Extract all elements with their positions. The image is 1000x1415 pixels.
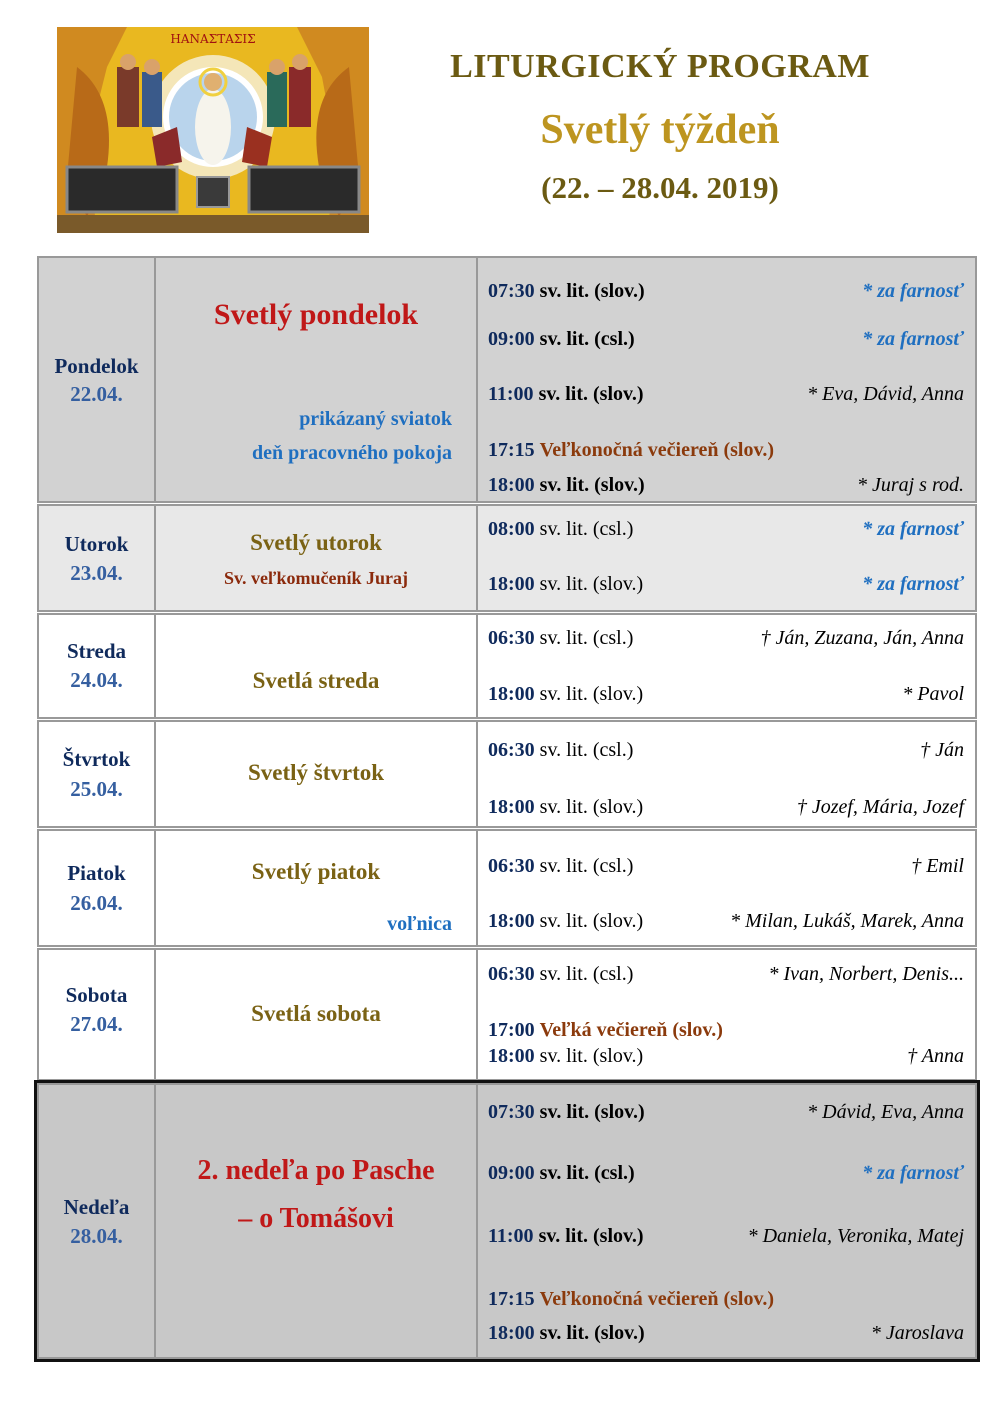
service-line: [488, 280, 964, 306]
service-time: 11:00: [488, 383, 534, 405]
icon-caption: ΗΑΝΑΣΤΑΣΙΣ: [170, 32, 256, 46]
service-name: Veľkonočná večiereň (slov.): [539, 1288, 775, 1310]
day-row-utorok: [37, 504, 977, 612]
feast-name: Svetlý pondelok: [213, 298, 419, 331]
day-row-sobota: [37, 948, 977, 1081]
feast-name: 2. nedeľa po Pasche: [197, 1155, 435, 1186]
page-subtitle: Svetlý týždeň: [540, 107, 780, 153]
service-intention: * Milan, Lukáš, Marek, Anna: [730, 910, 964, 932]
day-row-stvrtok: [37, 720, 977, 828]
service-intention: † Anna: [907, 1045, 964, 1067]
service-name: sv. lit. (csl.): [539, 518, 634, 540]
service-name: sv. lit. (slov.): [539, 1322, 645, 1344]
service-time: 06:30: [488, 855, 535, 877]
service-intention: * Juraj s rod.: [856, 474, 964, 496]
service-name: sv. lit. (csl.): [539, 855, 634, 877]
service-time: 07:30: [488, 280, 535, 302]
day-date: 22.04.: [70, 382, 123, 406]
day-row-piatok: [37, 829, 977, 947]
service-time: 17:15: [488, 439, 535, 461]
service-time: 11:00: [488, 1225, 534, 1247]
service-time: 06:30: [488, 739, 535, 761]
service-time: 07:30: [488, 1101, 535, 1123]
feast-name-line2: – o Tomášovi: [238, 1203, 394, 1234]
service-line: [488, 383, 964, 409]
service-intention: † Jozef, Mária, Jozef: [796, 796, 964, 818]
service-intention: † Emil: [911, 855, 964, 877]
day-date: 25.04.: [70, 777, 123, 801]
service-name: sv. lit. (csl.): [539, 1162, 635, 1184]
service-time: 18:00: [488, 683, 535, 705]
day-row-pondelok: [37, 256, 977, 503]
service-name: sv. lit. (slov.): [539, 474, 645, 496]
service-name: sv. lit. (csl.): [539, 328, 635, 350]
day-date: 24.04.: [70, 668, 123, 692]
service-intention: † Ján: [920, 739, 964, 761]
service-time: 08:00: [488, 518, 535, 540]
service-name: sv. lit. (slov.): [538, 1225, 644, 1247]
day-name: Sobota: [65, 983, 128, 1007]
service-intention: * za farnosť: [862, 280, 964, 302]
service-name: sv. lit. (csl.): [539, 739, 634, 761]
service-name: sv. lit. (slov.): [539, 573, 644, 595]
feast-subtitle: Sv. veľkomučeník Juraj: [224, 568, 408, 588]
page-title: LITURGICKÝ PROGRAM: [450, 48, 870, 85]
day-name: Štvrtok: [62, 747, 131, 771]
service-intention: * za farnosť: [862, 573, 964, 595]
service-name: sv. lit. (slov.): [539, 683, 644, 705]
feast-name: Svetlý štvrtok: [247, 760, 385, 785]
service-name: sv. lit. (slov.): [539, 280, 645, 302]
date-range: (22. – 28.04. 2019): [541, 170, 779, 205]
service-line: [488, 518, 964, 544]
service-name: sv. lit. (slov.): [538, 383, 644, 405]
service-line: [488, 573, 964, 599]
day-name: Utorok: [64, 532, 129, 556]
service-line: [488, 1101, 964, 1127]
service-time: 09:00: [488, 1162, 535, 1184]
service-time: 18:00: [488, 573, 535, 595]
service-line: [488, 1019, 964, 1045]
service-time: 06:30: [488, 963, 535, 985]
service-name: sv. lit. (slov.): [539, 1101, 645, 1123]
service-name: sv. lit. (csl.): [539, 963, 634, 985]
service-name: sv. lit. (slov.): [539, 796, 644, 818]
feast-name: Svetlá sobota: [251, 1001, 381, 1026]
feast-name: Svetlý utorok: [250, 530, 382, 555]
service-line: [488, 1322, 964, 1348]
service-intention: * Ivan, Norbert, Denis...: [768, 963, 964, 985]
resurrection-icon-image: [57, 27, 369, 233]
day-row-nedela: [37, 1083, 977, 1359]
day-row-streda: [37, 613, 977, 719]
service-line: [488, 328, 964, 354]
service-intention: * Pavol: [902, 683, 964, 705]
day-name: Nedeľa: [63, 1195, 130, 1219]
service-time: 17:00: [488, 1019, 535, 1041]
service-line: [488, 1045, 964, 1071]
day-name: Pondelok: [54, 354, 139, 378]
feast-note: deň pracovného pokoja: [251, 442, 452, 464]
service-intention: * Daniela, Veronika, Matej: [747, 1225, 964, 1247]
service-line: [488, 910, 964, 936]
service-line: [488, 683, 964, 709]
day-name: Piatok: [67, 861, 126, 885]
day-date: 26.04.: [70, 891, 123, 915]
service-intention: * Dávid, Eva, Anna: [807, 1101, 964, 1123]
service-time: 18:00: [488, 474, 535, 496]
day-date: 28.04.: [70, 1224, 123, 1248]
service-intention: * za farnosť: [862, 328, 964, 350]
service-intention: * za farnosť: [862, 518, 964, 540]
day-name: Streda: [66, 639, 127, 663]
service-intention: † Ján, Zuzana, Ján, Anna: [760, 627, 964, 649]
service-line: [488, 796, 964, 822]
service-line: [488, 1225, 964, 1251]
service-name: sv. lit. (slov.): [539, 1045, 644, 1067]
service-line: [488, 963, 964, 989]
service-line: [488, 627, 964, 653]
service-line: [488, 855, 964, 881]
service-intention: * za farnosť: [862, 1162, 964, 1184]
service-time: 06:30: [488, 627, 535, 649]
service-name: sv. lit. (csl.): [539, 627, 634, 649]
service-name: sv. lit. (slov.): [539, 910, 644, 932]
service-time: 18:00: [488, 796, 535, 818]
day-date: 27.04.: [70, 1012, 123, 1036]
service-line: [488, 439, 964, 465]
feast-note: voľnica: [387, 913, 452, 935]
service-time: 18:00: [488, 1322, 535, 1344]
service-time: 18:00: [488, 1045, 535, 1067]
service-line: [488, 474, 964, 500]
service-line: [488, 1162, 964, 1188]
service-time: 09:00: [488, 328, 535, 350]
feast-name: Svetlá streda: [252, 668, 380, 693]
service-name: Veľkonočná večiereň (slov.): [539, 439, 775, 461]
service-intention: * Eva, Dávid, Anna: [807, 383, 964, 405]
feast-note: prikázaný sviatok: [299, 408, 452, 430]
feast-name: Svetlý piatok: [251, 859, 381, 884]
service-intention: * Jaroslava: [870, 1322, 964, 1344]
service-name: Veľká večiereň (slov.): [539, 1019, 723, 1041]
service-time: 17:15: [488, 1288, 535, 1310]
service-line: [488, 1288, 964, 1314]
service-line: [488, 739, 964, 765]
day-date: 23.04.: [70, 561, 123, 585]
service-time: 18:00: [488, 910, 535, 932]
